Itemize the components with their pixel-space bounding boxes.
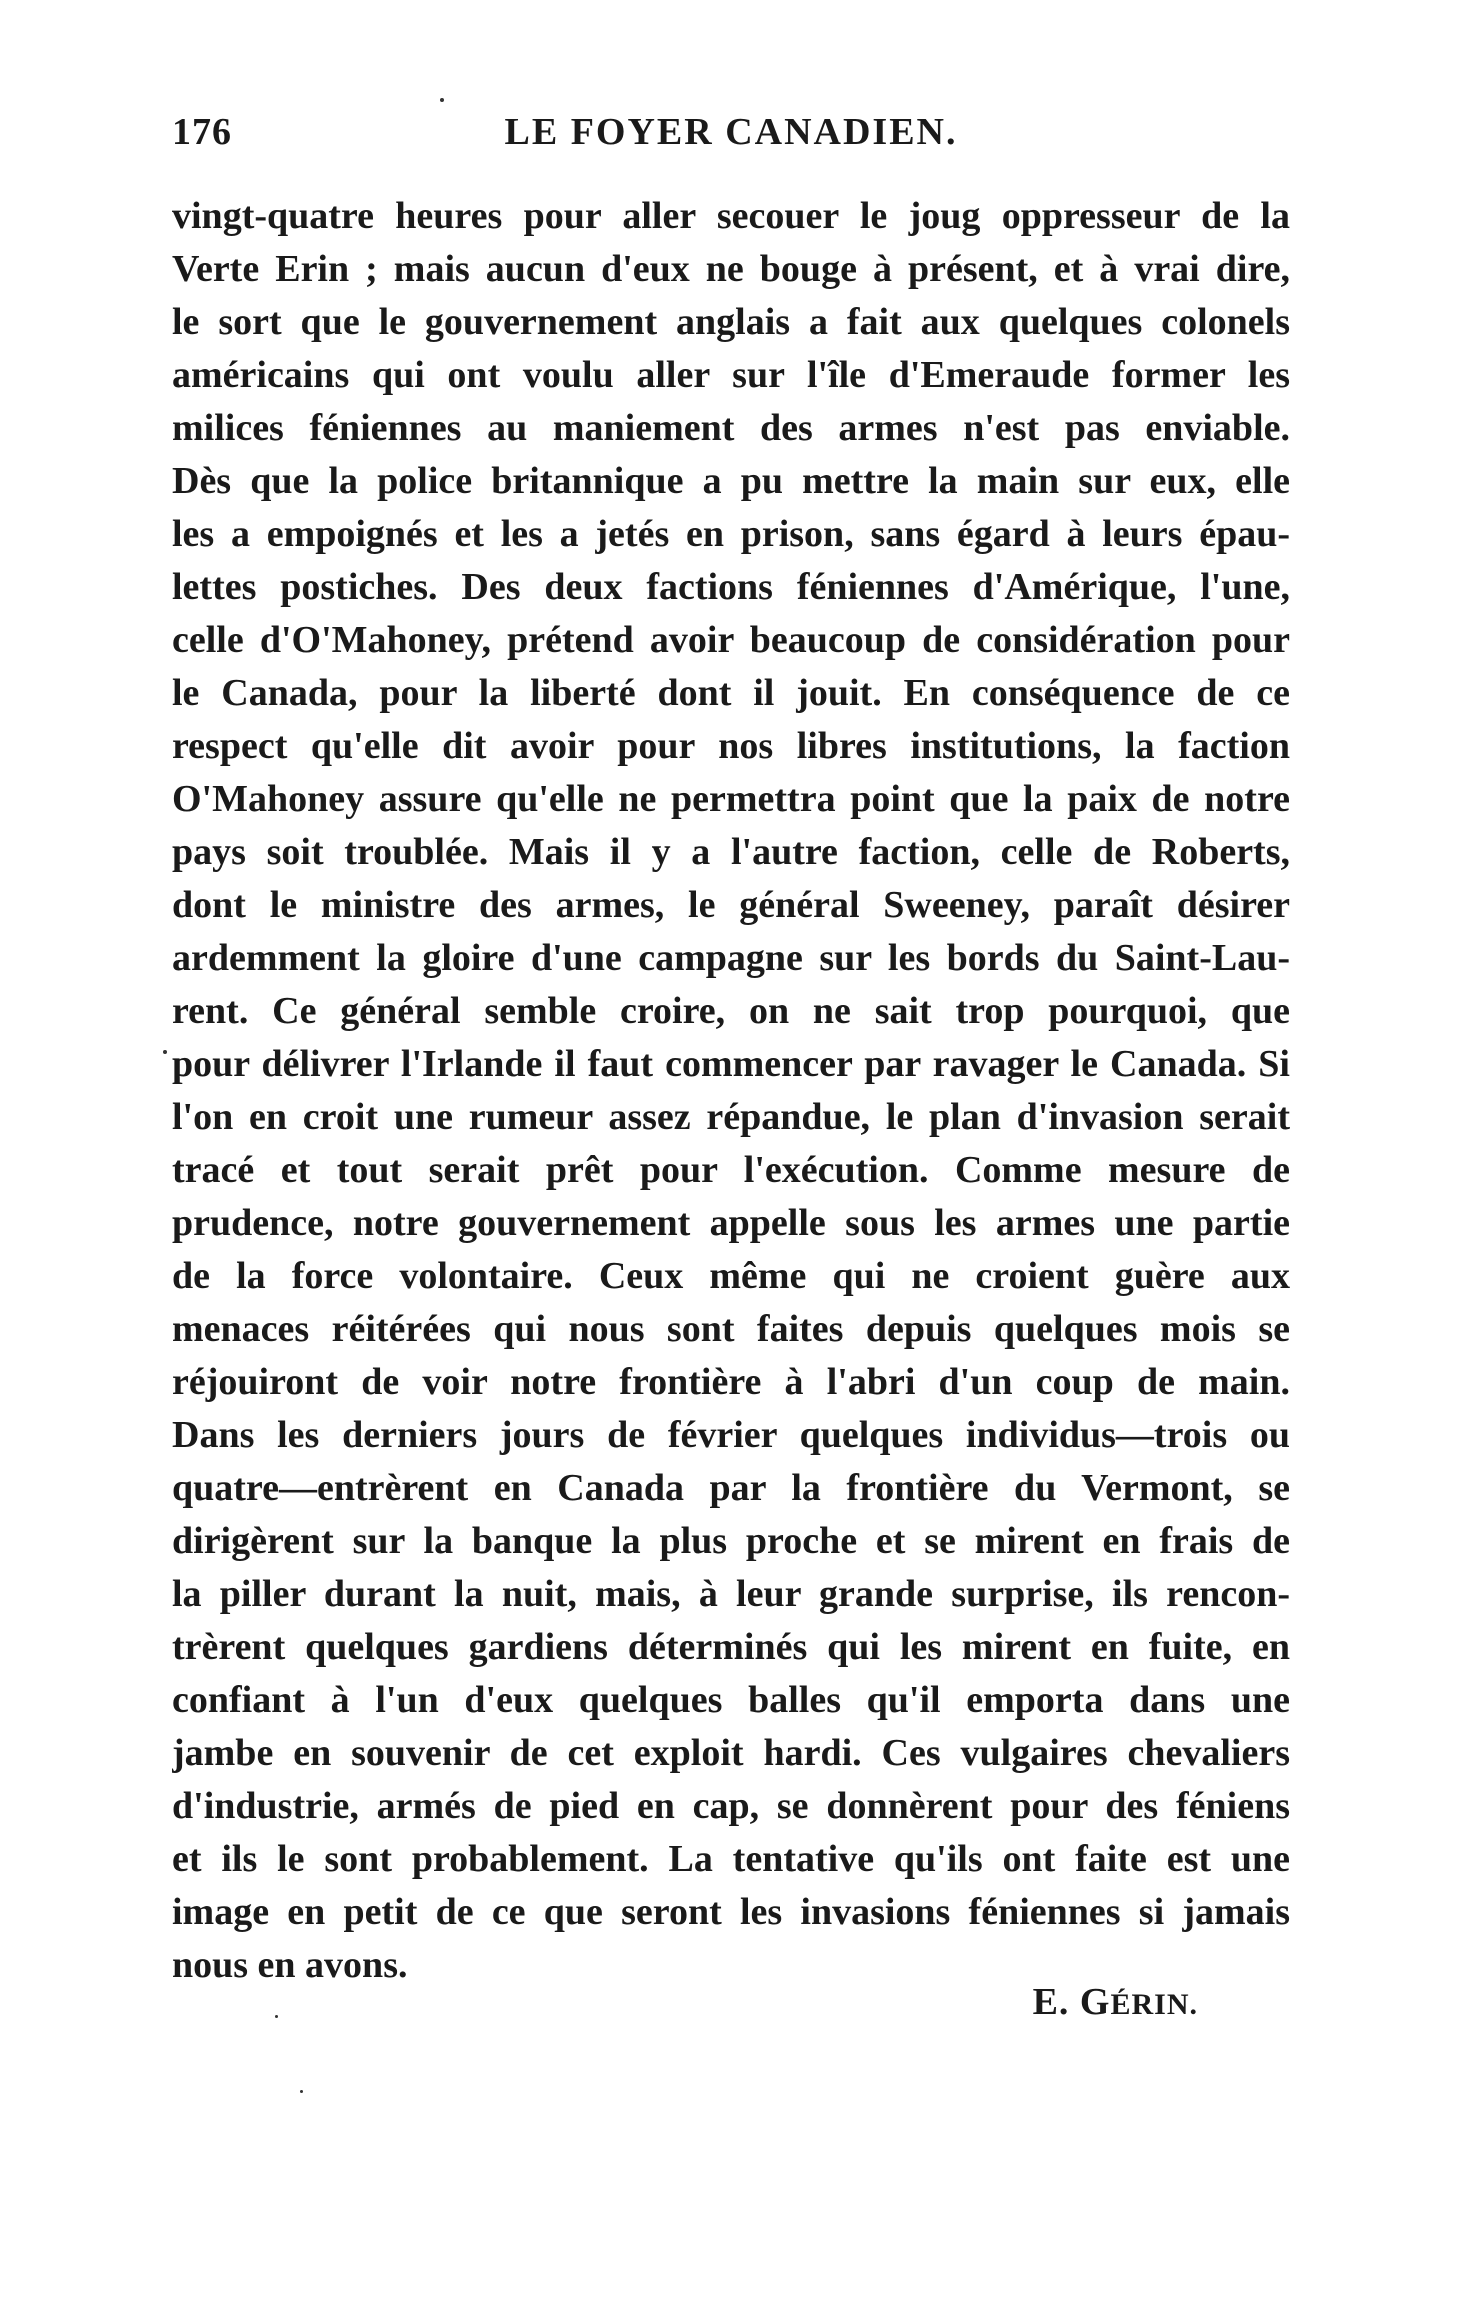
text-line: Dès que la police britannique a pu mettre la main sur eux, elle [172, 460, 1290, 502]
text-line: O'Mahoney assure qu'elle ne permettra point que la paix de notre [172, 778, 1290, 820]
text-line: réjouiront de voir notre frontière à l'abri d'un coup de main. [172, 1361, 1290, 1403]
text-line: de la force volontaire. Ceux même qui ne croient guère aux [172, 1255, 1290, 1297]
print-speck [163, 1050, 167, 1054]
text-line: le sort que le gouvernement anglais a fait aux quelques colonels [172, 301, 1290, 343]
page-number: 176 [172, 111, 232, 153]
author-signature [1033, 1980, 1198, 2024]
text-line: jambe en souvenir de cet exploit hardi. Ces vulgaires chevaliers [172, 1732, 1290, 1774]
text-line: pour délivrer l'Irlande il faut commencer par ravager le Canada. Si [172, 1043, 1290, 1085]
text-line: l'on en croit une rumeur assez répandue, le plan d'invasion serait [172, 1096, 1290, 1138]
text-line: les a empoignés et les a jetés en prison, sans égard à leurs épau- [172, 513, 1290, 555]
text-line: respect qu'elle dit avoir pour nos libres institutions, la faction [172, 725, 1290, 767]
text-line: quatre—entrèrent en Canada par la frontière du Vermont, se [172, 1467, 1290, 1509]
text-line: dirigèrent sur la banque la plus proche et se mirent en frais de [172, 1520, 1290, 1562]
text-line: menaces réitérées qui nous sont faites depuis quelques mois se [172, 1308, 1290, 1350]
text-line: ardemment la gloire d'une campagne sur les bords du Saint-Lau- [172, 937, 1290, 979]
text-line: prudence, notre gouvernement appelle sous les armes une partie [172, 1202, 1290, 1244]
print-speck [300, 2090, 303, 2093]
text-line: lettes postiches. Des deux factions féniennes d'Amérique, l'une, [172, 566, 1290, 608]
text-line: trèrent quelques gardiens déterminés qui les mirent en fuite, en [172, 1626, 1290, 1668]
text-line: et ils le sont probablement. La tentative qu'ils ont faite est une [172, 1838, 1290, 1880]
text-line: d'industrie, armés de pied en cap, se donnèrent pour des féniens [172, 1785, 1290, 1827]
text-line: confiant à l'un d'eux quelques balles qu'il emporta dans une [172, 1679, 1290, 1721]
text-line: la piller durant la nuit, mais, à leur grande surprise, ils rencon- [172, 1573, 1290, 1615]
running-head: LE FOYER CANADIEN. [504, 111, 958, 153]
text-line: milices féniennes au maniement des armes n'est pas enviable. [172, 407, 1290, 449]
signature-surname: ÉRIN. [1110, 1988, 1198, 2021]
text-line: tracé et tout serait prêt pour l'exécution. Comme mesure de [172, 1149, 1290, 1191]
text-line: dont le ministre des armes, le général Sweeney, paraît désirer [172, 884, 1290, 926]
text-line: nous en avons. [172, 1944, 408, 1986]
print-speck [440, 98, 444, 102]
text-line: celle d'O'Mahoney, prétend avoir beaucoup de considération pour [172, 619, 1290, 661]
text-line: rent. Ce général semble croire, on ne sait trop pourquoi, que [172, 990, 1290, 1032]
print-speck [275, 2015, 278, 2018]
body-text [172, 190, 1290, 1992]
text-line: Dans les derniers jours de février quelques individus—trois ou [172, 1414, 1290, 1456]
text-line: américains qui ont voulu aller sur l'île d'Emeraude former les [172, 354, 1290, 396]
text-line: image en petit de ce que seront les invasions féniennes si jamais [172, 1891, 1290, 1933]
text-line: pays soit troublée. Mais il y a l'autre faction, celle de Roberts, [172, 831, 1290, 873]
text-line: Verte Erin ; mais aucun d'eux ne bouge à présent, et à vrai dire, [172, 248, 1290, 290]
signature-initial: E. G [1032, 1981, 1111, 2023]
text-line: le Canada, pour la liberté dont il jouit. En conséquence de ce [172, 672, 1290, 714]
page-header [172, 110, 1290, 170]
text-line: vingt-quatre heures pour aller secouer le joug oppresseur de la [172, 195, 1290, 237]
